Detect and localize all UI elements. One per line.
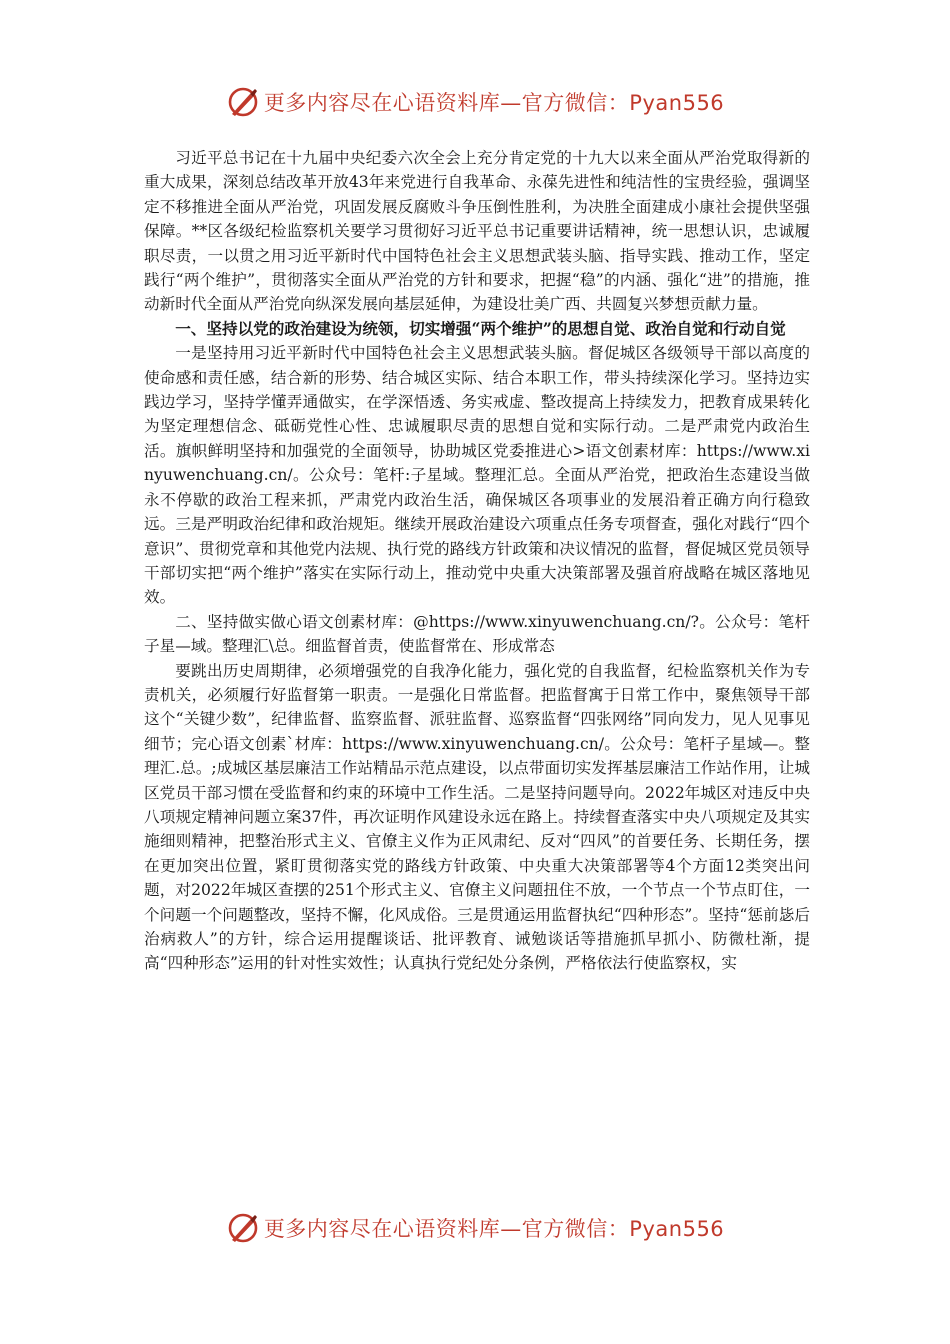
pen-logo-icon bbox=[226, 85, 260, 119]
header-watermark-banner bbox=[0, 82, 950, 122]
header-watermark-text: 更多内容尽在心语资料库—官方微信：Pyan556 bbox=[263, 91, 725, 115]
section-heading-2: 二、坚持做实做心语文创素材库：@https://www.xinyuwenchuang.cn/?。公众号：笔杆子星—域。整理汇\总。细监督首责，使监督常在、形成常态 bbox=[144, 612, 810, 656]
footer-watermark-text: 更多内容尽在心语资料库—官方微信：Pyan556 bbox=[263, 1217, 725, 1241]
document-body bbox=[144, 146, 810, 976]
pen-logo-icon bbox=[226, 1211, 260, 1245]
section-2-paragraph: 要跳出历史周期律，必须增强党的自我净化能力，强化党的自我监督，纪检监察机关作为专责机关，必须履行好监督第一职责。一是强化日常监督。把监督寓于日常工作中，聚焦领导干部这个“关键少数”，纪律监督、监察监督、派驻监督、巡察监督“四张网络”同向发力，见人见事见细节；完心语文创素`材库：https://www.xinyuwenchuang.cn/。公众号：笔杆子星域—。整理汇.总。;成城区基层廉洁工作站精品示范点建设，以点带面切实发挥基层廉洁工作站作用，让城区党员干部习惯在受监督和约束的环境中工作生活。二是坚持问题导向。2022年城区对违反中央八项规定精神问题立案37件，再次证明作风建设永远在路上。持续督查落实中央八项规定及其实施细则精神，把整治形式主义、官僚主义作为正风肃纪、反对“四风”的首要任务、长期任务，摆在更加突出位置，紧盯贯彻落实党的路线方针政策、中央重大决策部署等4个方面12类突出问题，对2022年城区查摆的251个形式主义、官僚主义问题扭住不放，一个节点一个节点盯住，一个问题一个问题整改，坚持不懈，化风成俗。三是贯通运用监督执纪“四种形态”。坚持“惩前毖后治病救人”的方针，综合运用提醒谈话、批评教育、诫勉谈话等措施抓早抓小、防微杜渐，提高“四种形态”运用的针对性实效性；认真执行党纪处分条例，严格依法行使监察权，实 bbox=[144, 661, 810, 973]
footer-watermark-banner bbox=[0, 1208, 950, 1248]
section-1-paragraph: 一是坚持用习近平新时代中国特色社会主义思想武装头脑。督促城区各级领导干部以高度的使命感和责任感，结合新的形势、结合城区实际、结合本职工作，带头持续深化学习。坚持边实践边学习，坚持学懂弄通做实，在学深悟透、务实戒虚、整改提高上持续发力，把教育成果转化为坚定理想信念、砥砺党性心性、忠诚履职尽责的思想自觉和实际行动。二是严肃党内政治生活。旗帜鲜明坚持和加强党的全面领导，协助城区党委推进心>语文创素材库：https://www.xinyuwenchuang.cn/。公众号：笔杆:子星域。整理汇总。全面从严治党，把政治生态建设当做永不停歇的政治工程来抓，严肃党内政治生活，确保城区各项事业的发展沿着正确方向行稳致远。三是严明政治纪律和政治规矩。继续开展政治建设六项重点任务专项督查，强化对践行“四个意识”、贯彻党章和其他党内法规、执行党的路线方针政策和决议情况的监督，督促城区党员领导干部切实把“两个维护”落实在实际行动上，推动党中央重大决策部署及强首府战略在城区落地见效。 bbox=[144, 344, 810, 607]
section-heading-1: 一、坚持以党的政治建设为统领，切实增强“两个维护”的思想自觉、政治自觉和行动自觉 bbox=[175, 318, 786, 338]
intro-paragraph: 习近平总书记在十九届中央纪委六次全会上充分肯定党的十九大以来全面从严治党取得新的重大成果，深刻总结改革开放43年来党进行自我革命、永葆先进性和纯洁性的宝贵经验，强调坚定不移推进全面从严治党，巩固发展反腐败斗争压倒性胜利，为决胜全面建成小康社会提供坚强保障。**区各级纪检监察机关要学习贯彻好习近平总书记重要讲话精神，统一思想认识，忠诚履职尽责，一以贯之用习近平新时代中国特色社会主义思想武装头脑、指导实践、推动工作，坚定践行“两个维护”，贯彻落实全面从严治党的方针和要求，把握“稳”的内涵、强化“进”的措施，推动新时代全面从严治党向纵深发展向基层延伸，为建设壮美广西、共圆复兴梦想贡献力量。 bbox=[144, 149, 810, 314]
